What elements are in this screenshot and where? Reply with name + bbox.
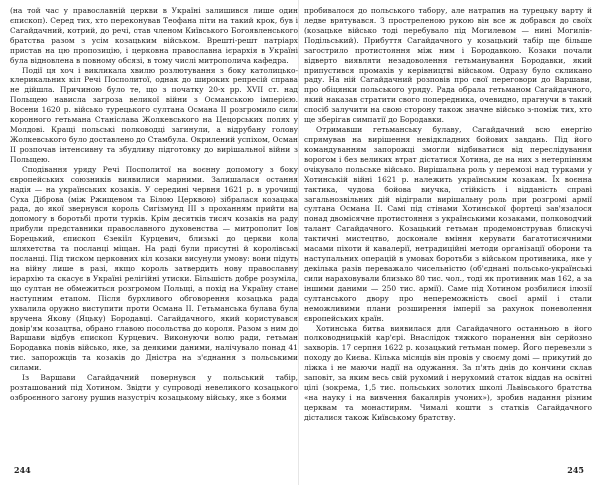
page-gutter [298, 0, 299, 485]
left-paragraph-1: (на той час у православній церкви в Україні залишився лише один єпископ). Серед тих, хто переконував Теофана піти на такий крок, був і Сагайдачний, котрий, до речі, став членом Київського Богоявленського братства разом з усім козацьким військом. Врешті-решт патріарх пристав на цю пропозицію, і церковна православна ієрархія в Україні була відновлена в повному обсязі, в тому числі митрополича кафедра. [10, 6, 298, 65]
right-page-number: 245 [567, 465, 584, 475]
right-paragraph-2: Отримавши гетьманську булаву, Сагайдачний всю енергію спрямував на вирішення невідкладних бойових завдань. Під його командуванням запорожці змогли відбиватися від переслідування ворогом і без великих втрат дістатися Хотина, де на них з нетерпінням очікувало польське військо. Вирішальна роль у перемозі над турками у Хотинській війні 1621 р. належить українським козакам. Їх воєнна тактика, чудова бойова виучка, стійкість і відданість справі загальнозвільних дій відіграли вирішальну роль при розгромі армії султана Османа II. Самі під стінами Хотинської фортеці зав'язалося понад двомісячне протистояння з українськими козаками, полководчий талант Сагайдачного. Козацький гетьман продемонстрував блискучі тактичні мистецтво, досконале вміння керувати багатотисячними масами піхоти й кавалерії, нетрадиційні методи організації оборони та наступальних операцій в умовах боротьби з військом противника, яке у декілька разів переважало чисельністю (об'єднані польсько-українські сили нараховували близько 80 тис. чол., тоді як противник мав 162, а за іншими даними — 250 тис. армії). Саме під Хотином розбилися ілюзії султанського двору про непереможність своєї армії і стали неможливими плани розширення імперії за рахунок поневолення європейських країн. [304, 125, 592, 323]
right-page [304, 6, 592, 464]
left-page [10, 6, 298, 464]
left-paragraph-2: Події ця хоч і викликала хвилю розлютування з боку католицько-клерикальних кіл Речі Посполитої, однак до широких репресій справа не дійшла. Причиною було те, що з початку 20-х рр. XVII ст. над Польщею нависла загроза великої війни з Османською імперією. Восени 1620 р. військо турецького султана Османа II розгромило сили коронного гетьмана Станіслава Жолкевського на Цецорських полях у Молдові. Кращі польські полководці загинули, а відрубану голову Жолкевського було доставлено до Стамбула. Окрилений успіхом, Осман II розпочав інтенсивну та збудливу підготовку до вирішальної війни з Польщею. [10, 65, 298, 164]
left-paragraph-4: Із Варшави Сагайдачний повернувся у польський табір, розташований під Хотином. Звідти у супроводі невеликого козацького озброєнного загону рушив назустріч козацькому війську, яке з боями [10, 373, 298, 402]
right-paragraph-1: пробивалося до польського табору, але натрапив на турецьку варту й ледве врятувався. З простреленою рукою він все ж добрався до своїх (козацьке військо тоді перебувало під Могилевом — нині Могилів-Подільський). Прибуття Сагайдачного у козацький табір ще більше загострило протистояння між ним і Бородавкою. Козаки почали відверто виявляти незадоволення гетьманування Бородавки, який припустився промахів у керівництві військом. Одразу було скликано раду. На ній Сагайдачний розповів про свої переговори до Варшави, про обіцянки польського уряду. Рада обрала гетьманом Сагайдачного, який наказав стратити свого попередника, очевидно, прагнучи в такий спосіб залучити на свою сторону також значне військо з-поміж тих, хто ще зберігав симпатії до Бородавки. [304, 6, 592, 125]
left-page-number: 244 [14, 465, 31, 475]
left-paragraph-3: Сподівання уряду Речі Посполитої на воєнну допомогу з боку європейських союзників виявилися марними. Залишалася остання надія — на українських козаків. У середині червня 1621 р. в урочищі Суха Діброва (між Ржищевом та Білою Церквою) зібралася козацька рада, до якої звернувся король Сигізмунд III з проханням прийти на допомогу в боротьбі проти турків. Крім десятків тисяч козаків на раду прибули представники православного духовенства — митрополит Іов Борецький, єпископ Єзекіїл Курцевич, близькі до церкви кола шляхетства та посланці міщан. На раді були присутні й королівські посланці. Під тиском церковних кіл козаки висунули умову: вони підуть на війну лише в разі, якщо король затвердить нову православну ієрархію та скасує в Україні релігійні утиски. Більшість добре розуміла, що султан не обмежиться розгромом Польщі, а похід на Україну стане наступним етапом. Після бурхливого обговорення козацька рада ухвалила оружно виступити проти Османа II. Гетьманська булава була вручена Якову (Яцьку) Бородавці. Сагайдачного, який користувався довір'ям козацтва, обрано главою посольства до короля. Разом з ним до Варшави відбув єпископ Курцевич. Виконуючи волю ради, гетьман Бородавка повів військо, яке, за деякими даними, налічувало понад 41 тис. запорожців та козаків до Дністра на з'єднання з польськими силами. [10, 164, 298, 373]
right-paragraph-3: Хотинська битва виявилася для Сагайдачного останньою в його полководницькій кар'єрі. Внаслідок тяжкого поранення він серйозно захворів. 17 серпня 1622 р. козацький гетьман помер. Його перевезли з походу до Києва. Кілька місяців він провів у своєму домі — прикутий до ліжка і не маючи надії на одужання. За п'ять днів до кончини склав заповіт, за яким весь свій рухомий і нерухомий статок віддав на освітні цілі (зокрема, 1,5 тис. польських золотих школі Львівського братства «на науку і на вивчення бакалярів учоних»), зробив надання різним церквам та монастирям. Чималі кошти з статків Сагайдачного дісталися також Київському братству. [304, 323, 592, 422]
